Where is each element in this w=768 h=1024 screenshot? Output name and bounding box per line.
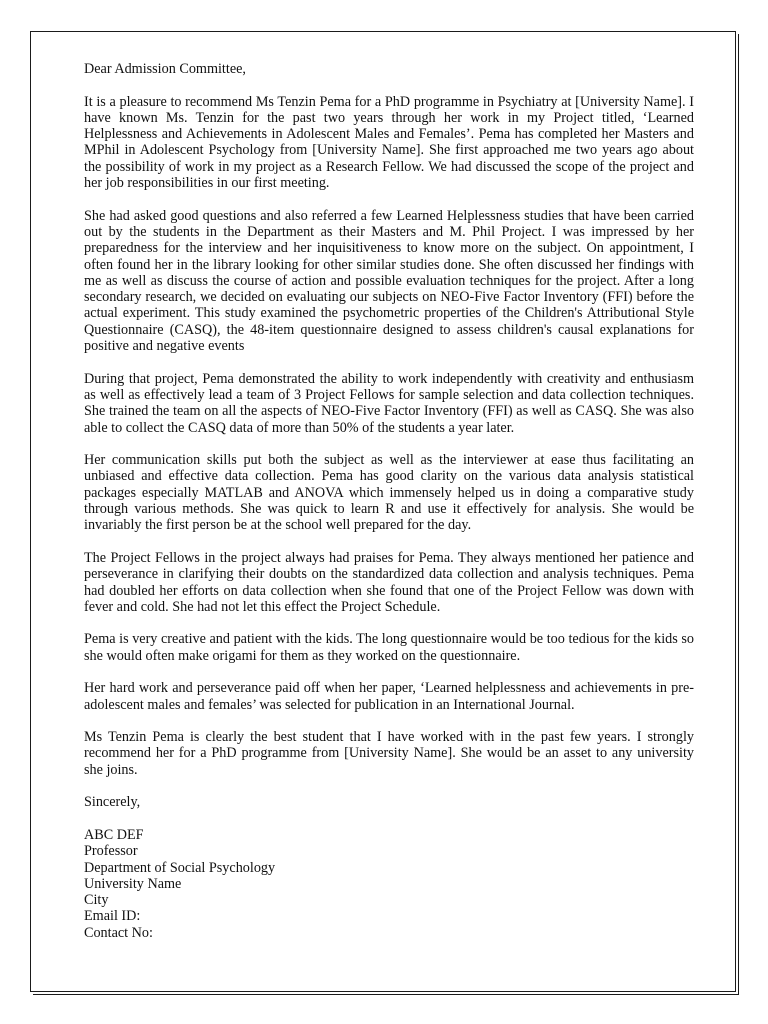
- recommendation-letter: [84, 61, 694, 941]
- signature-department: Department of Social Psychology: [84, 859, 276, 876]
- paragraph-research: She had asked good questions and also referred a few Learned Helplessness studies that have been carried out by the students in the Department as their Masters and M. Phil Project. I was impressed by her preparedness for the interview and her inquisitiveness to know more on the subject. On appointment, I often found her in the library looking for other similar studies done. She often discussed her findings with me as well as discuss the course of action and possible evaluation techniques for the project. After a long secondary research, we decided on evaluating our subjects on NEO-Five Factor Inventory (FFI) before the actual experiment. This study examined the psychometric properties of the Children's Attributional Style Questionnaire (CASQ), the 48-item questionnaire designed to assess children's causal explanations for positive and negative events: [84, 207, 694, 355]
- paragraph-communication: Her communication skills put both the subject as well as the interviewer at ease thus facilitating an unbiased and effective data collection. Pema has good clarity on the various data analysis statistical packages especially MATLAB and ANOVA which immensely helped us in doing a comparative study through various methods. She was quick to learn R and use it effectively for analysis. She would be invariably the first person be at the school well prepared for the day.: [84, 452, 694, 534]
- paragraph-recommendation: Ms Tenzin Pema is clearly the best student that I have worked with in the past few years. I strongly recommend her for a PhD programme from [University Name]. She would be an asset to any university she joins.: [84, 729, 694, 778]
- signature-title: Professor: [84, 843, 138, 860]
- paragraph-publication: Her hard work and perseverance paid off when her paper, ‘Learned helplessness and achievements in pre-adolescent males and females’ was selected for publication in an International Journal.: [84, 680, 694, 713]
- signature-name: ABC DEF: [84, 826, 144, 843]
- signature-city: City: [84, 892, 109, 909]
- signature-email: Email ID:: [84, 908, 141, 925]
- signature-block: [84, 827, 694, 941]
- paragraph-creativity: Pema is very creative and patient with the kids. The long questionnaire would be too tedious for the kids so she would often make origami for them as they worked on the questionnaire.: [84, 631, 694, 664]
- paragraph-leadership: During that project, Pema demonstrated the ability to work independently with creativity and enthusiasm as well as effectively lead a team of 3 Project Fellows for sample selection and data collection techniques. She trained the team on all the aspects of NEO-Five Factor Inventory (FFI) as well as CASQ. She was also able to collect the CASQ data of more than 50% of the students a year later.: [84, 370, 694, 436]
- signature-contact: Contact No:: [84, 924, 153, 941]
- paragraph-team-feedback: The Project Fellows in the project always had praises for Pema. They always mentioned her patience and perseverance in clarifying their doubts on the standardized data collection and analysis techniques. Pema had doubled her efforts on data collection when she found that one of the Project Fellow was down with fever and cold. She had not let this effect the Project Schedule.: [84, 549, 694, 615]
- salutation: Dear Admission Committee,: [84, 61, 246, 77]
- signature-university: University Name: [84, 875, 182, 892]
- closing: Sincerely,: [84, 794, 141, 811]
- paragraph-introduction: It is a pleasure to recommend Ms Tenzin Pema for a PhD programme in Psychiatry at [University Name]. I have known Ms. Tenzin for the past two years through her work in my Project titled, ‘Learned Helplessness and Achievements in Adolescent Males and Females’. Pema has completed her Masters and MPhil in Adolescent Psychology from [University Name]. She first approached me two years ago about the possibility of work in my project as a Research Fellow. We had discussed the scope of the project and her job responsibilities in our first meeting.: [84, 93, 694, 192]
